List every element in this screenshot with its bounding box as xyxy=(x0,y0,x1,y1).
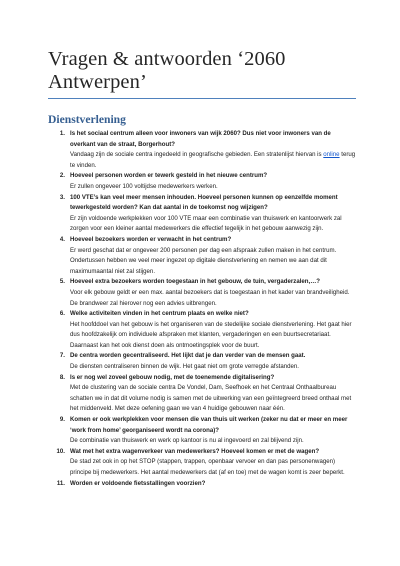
title-rule xyxy=(48,98,356,99)
item-number: 2. xyxy=(59,172,65,180)
item-number: 4. xyxy=(59,235,65,243)
answer: Voor elk gebouw geldt er een max. aantal bezoekers dat is toegestaan in het kader van brandveiligheid. De brandweer zal hierover nog een advies uitbrengen. xyxy=(70,288,350,307)
qa-list xyxy=(48,129,356,489)
item-number: 8. xyxy=(59,373,65,381)
item-number: 6. xyxy=(59,310,65,318)
answer-text-end: terug te vinden. xyxy=(70,151,356,169)
answer: Er werd geschat dat er ongeveer 200 personen per dag een afspraak zullen maken in het centrum. Ondertussen hebben we veel meer ingezet op digitale dienstverlening en nemen we aan dat dit maximumaantal niet zal stijgen. xyxy=(70,246,337,275)
answer: Er zullen ongeveer 100 voltijdse medewerkers werken. xyxy=(70,182,218,190)
answer-text: Vandaag zijn de sociale centra ingedeeld in geografische gebieden. Een stratenlijst hiervan is xyxy=(70,151,322,159)
question: Hoeveel personen worden er tewerk gesteld in het nieuwe centrum? xyxy=(70,172,268,180)
item-number: 5. xyxy=(59,278,65,286)
answer: De combinatie van thuiswerk en werk op kantoor is nu al ingevoerd en zal blijvend zijn. xyxy=(70,437,304,445)
question: Wat met het extra wagenverkeer van medewerkers? Hoeveel komen er met de wagen? xyxy=(70,447,320,455)
list-item xyxy=(48,193,356,235)
section-heading: Dienstverlening xyxy=(48,113,126,126)
list-item xyxy=(48,479,356,490)
question: 100 VTE’s kan veel meer mensen inhouden. Hoeveel personen kunnen op eenzelfde moment tewerkgesteld worden? Kan dat aantal in de toekomst nog wijzigen? xyxy=(70,193,338,212)
question: De centra worden gecentraliseerd. Het lijkt dat je dan verder van de mensen gaat. xyxy=(70,352,306,360)
question: Is er nog wel zoveel gebouw nodig, met de toenemende digitalisering? xyxy=(70,373,275,381)
title-line-1: Vragen & antwoorden ‘2060 xyxy=(48,48,286,70)
list-item xyxy=(48,171,356,192)
list-item xyxy=(48,351,356,372)
answer: Het hoofddoel van het gebouw is het organiseren van de stedelijke sociale dienstverlening. Het gaat hier dus hoofdzakelijk om individuele afspraken met klanten, vergaderingen en een buurtsecretariaat. Daarnaast kan het ook dienst doen als ontmoetingsplek voor de buurt. xyxy=(70,320,352,349)
answer: De stad zet ook in op het STOP (stappen, trappen, openbaar vervoer en dan pas personenwagen) principe bij medewerkers. Het aantal medewerkers dat (af en toe) met de wagen komt is zeer beperkt. xyxy=(70,458,345,476)
answer: De diensten centraliseren binnen de wijk. Het gaat niet om grote verregde afstanden. xyxy=(70,363,299,371)
list-item xyxy=(48,415,356,447)
item-number: 7. xyxy=(59,352,65,360)
list-item xyxy=(48,447,356,479)
item-number: 1. xyxy=(59,130,65,137)
document-title xyxy=(48,48,356,94)
answer: Met de clustering van de sociale centra De Vondel, Dam, Seefhoek en het Centraal Onthaalbureau schatten we in dat dit volume nodig is samen met de uitwerking van een geïntegreerd breed onthaal met het middenveld. Met deze oefening gaan we van 4 huidige gebouwen naar één. xyxy=(70,384,352,413)
online-link[interactable]: online xyxy=(323,151,340,159)
item-number: 9. xyxy=(59,416,65,424)
item-number: 3. xyxy=(59,193,65,201)
item-number: 11. xyxy=(56,479,65,487)
question: Komen er ook werkplekken voor mensen die van thuis uit werken (zeker nu dat er meer en meer ‘work from home’ georganiseerd wordt na corona)? xyxy=(70,416,348,434)
title-line-2: Antwerpen’ xyxy=(48,71,147,93)
list-item xyxy=(48,277,356,309)
answer xyxy=(70,150,356,171)
answer: Er zijn voldoende werkplekken voor 100 VTE maar een combinatie van thuiswerk en kantoorwerk zal zorgen voor een kleiner aantal medewerkers die effectief tegelijk in het gebouw aanwezig zijn. xyxy=(70,214,342,233)
question: Welke activiteiten vinden in het centrum plaats en welke niet? xyxy=(70,310,249,318)
list-item xyxy=(48,129,356,171)
list-item xyxy=(48,373,356,415)
item-number: 10. xyxy=(56,447,65,455)
list-item xyxy=(48,235,356,277)
question: Worden er voldoende fietsstallingen voorzien? xyxy=(70,479,206,487)
question: Hoeveel extra bezoekers worden toegestaan in het gebouw, de tuin, vergaderzalen,…? xyxy=(70,278,321,286)
question: Is het sociaal centrum alleen voor inwoners van wijk 2060? Dus niet voor inwoners van de overkant van de straat, Borgerhout? xyxy=(70,130,331,148)
list-item xyxy=(48,309,356,351)
question: Hoeveel bezoekers worden er verwacht in het centrum? xyxy=(70,235,232,243)
